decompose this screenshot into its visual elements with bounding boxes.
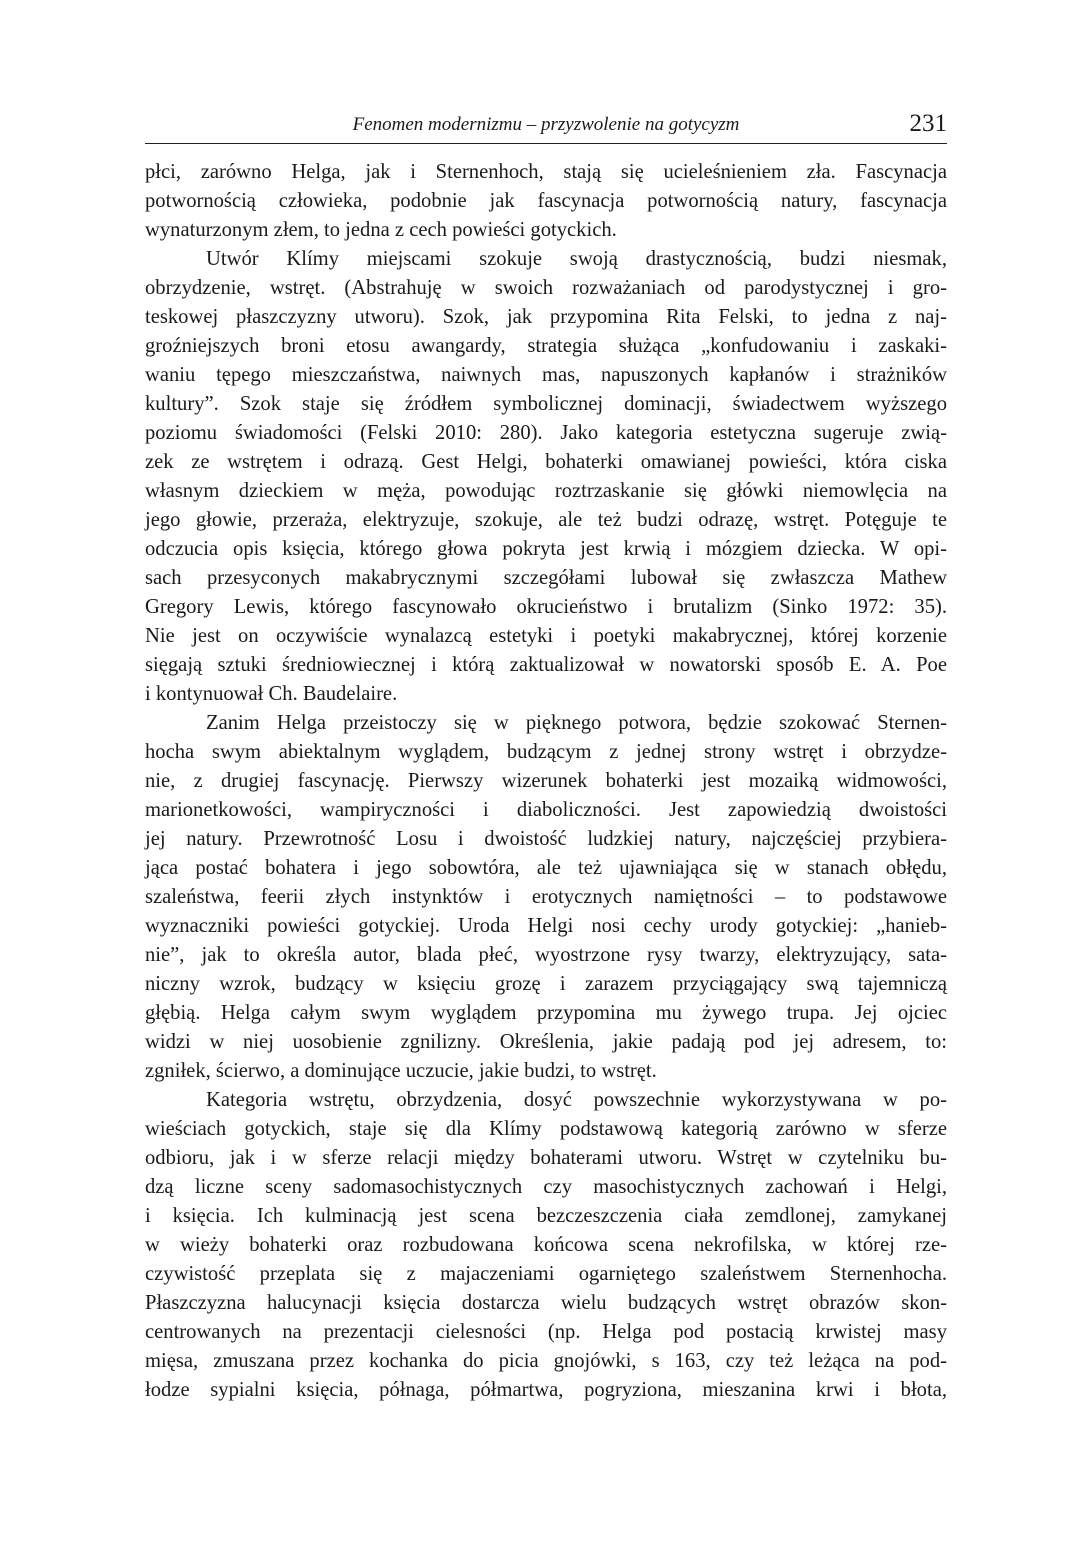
text-line: czywistość przeplata się z majaczeniami ogarniętego szaleństwem Sternenhocha. [145, 1263, 947, 1285]
text-line: i księcia. Ich kulminacją jest scena bezczeszczenia ciała zemdlonej, zamykanej [145, 1205, 947, 1227]
text-line: jego głowie, przeraża, elektryzuje, szokuje, ale też budzi odrazę, wstręt. Potęguje te [145, 509, 947, 531]
text-line: głębią. Helga całym swym wyglądem przypomina mu żywego trupa. Jej ojciec [145, 1002, 947, 1024]
paragraph [145, 1086, 947, 1405]
running-title: Fenomen modernizmu – przyzwolenie na gotycyzm [352, 114, 740, 135]
text-line: Nie jest on oczywiście wynalazcą estetyki i poetyki makabrycznej, której korzenie [145, 625, 947, 647]
text-line: groźniejszych broni etosu awangardy, strategia służąca „konfudowaniu i zaskaki- [145, 335, 947, 357]
text-line: centrowanych na prezentacji cielesności (np. Helga pod postacią krwistej masy [145, 1321, 947, 1343]
text-line: własnym dzieckiem w męża, powodując roztrzaskanie się główki niemowlęcia na [145, 480, 947, 502]
body-text [145, 158, 947, 1405]
text-line: w wieży bohaterki oraz rozbudowana końcowa scena nekrofilska, w której rze- [145, 1234, 947, 1256]
text-line: niczny wzrok, budzący w księciu grozę i zarazem przyciągający swą tajemniczą [145, 973, 947, 995]
text-line: jąca postać bohatera i jego sobowtóra, ale też ujawniająca się w stanach obłędu, [145, 857, 947, 879]
text-line: zgniłek, ścierwo, a dominujące uczucie, jakie budzi, to wstręt. [145, 1060, 657, 1082]
text-line: odczucia opis księcia, którego głowa pokryta jest krwią i mózgiem dziecka. W opi- [145, 538, 947, 560]
text-line: marionetkowości, wampiryczności i diaboliczności. Jest zapowiedzią dwoistości [145, 799, 947, 821]
text-line: wynaturzonym złem, to jedna z cech powieści gotyckich. [145, 219, 617, 241]
text-line: jej natury. Przewrotność Losu i dwoistość ludzkiej natury, najczęściej przybiera- [145, 828, 947, 850]
text-line: kultury”. Szok staje się źródłem symbolicznej dominacji, świadectwem wyższego [145, 393, 947, 415]
text-line: Kategoria wstrętu, obrzydzenia, dosyć powszechnie wykorzystywana w po- [206, 1089, 947, 1111]
text-line: sach przesyconych makabrycznymi szczegółami lubował się zwłaszcza Mathew [145, 567, 947, 589]
text-line: hocha swym abiektalnym wyglądem, budzącym z jednej strony wstręt i obrzydze- [145, 741, 947, 763]
text-line: płci, zarówno Helga, jak i Sternenhoch, stają się ucieleśnieniem zła. Fascynacja [145, 161, 947, 183]
text-line: Zanim Helga przeistoczy się w pięknego potwora, będzie szokować Sternen- [206, 712, 947, 734]
text-line: obrzydzenie, wstręt. (Abstrahuję w swoich rozważaniach od parodystycznej i gro- [145, 277, 947, 299]
text-line: Płaszczyzna halucynacji księcia dostarcza wielu budzących wstręt obrazów skon- [145, 1292, 947, 1314]
text-line: mięsa, zmuszana przez kochanka do picia gnojówki, s 163, czy też leżąca na pod- [145, 1350, 947, 1372]
text-line: potwornością człowieka, podobnie jak fascynacja potwornością natury, fascynacja [145, 190, 947, 212]
text-line: poziomu świadomości (Felski 2010: 280). Jako kategoria estetyczna sugeruje zwią- [145, 422, 947, 444]
text-line: łodze sypialni księcia, półnaga, półmartwa, pogryziona, mieszanina krwi i błota, [145, 1379, 947, 1401]
paragraph [145, 158, 947, 245]
header-rule [145, 143, 947, 144]
text-line: dzą liczne sceny sadomasochistycznych czy masochistycznych zachowań i Helgi, [145, 1176, 947, 1198]
text-line: teskowej płaszczyzny utworu). Szok, jak przypomina Rita Felski, to jedna z naj- [145, 306, 947, 328]
text-line: waniu tępego mieszczaństwa, naiwnych mas, napuszonych kapłanów i strażników [145, 364, 947, 386]
text-line: wieściach gotyckich, staje się dla Klímy podstawową kategorią zarówno w sferze [145, 1118, 947, 1140]
paragraph [145, 245, 947, 709]
text-line: wyznaczniki powieści gotyckiej. Uroda Helgi nosi cechy urody gotyckiej: „hanieb- [145, 915, 947, 937]
text-line: Gregory Lewis, którego fascynowało okrucieństwo i brutalizm (Sinko 1972: 35). [145, 596, 947, 618]
page-header [145, 110, 947, 142]
text-line: i kontynuował Ch. Baudelaire. [145, 683, 398, 705]
text-line: widzi w niej uosobienie zgnilizny. Określenia, jakie padają pod jej adresem, to: [145, 1031, 947, 1053]
text-line: Utwór Klímy miejscami szokuje swoją drastycznością, budzi niesmak, [206, 248, 947, 270]
text-line: nie, z drugiej fascynację. Pierwszy wizerunek bohaterki jest mozaiką widmowości, [145, 770, 947, 792]
text-line: szaleństwa, feerii złych instynktów i erotycznych namiętności – to podstawowe [145, 886, 947, 908]
text-line: zek ze wstrętem i odrazą. Gest Helgi, bohaterki omawianej powieści, która ciska [145, 451, 947, 473]
text-line: odbioru, jak i w sferze relacji między bohaterami utworu. Wstręt w czytelniku bu- [145, 1147, 947, 1169]
text-line: sięgają sztuki średniowiecznej i którą zaktualizował w nowatorski sposób E. A. Poe [145, 654, 947, 676]
page-number: 231 [909, 110, 947, 137]
text-line: nie”, jak to określa autor, blada płeć, wyostrzone rysy twarzy, elektryzujący, sata- [145, 944, 947, 966]
paragraph [145, 709, 947, 1086]
